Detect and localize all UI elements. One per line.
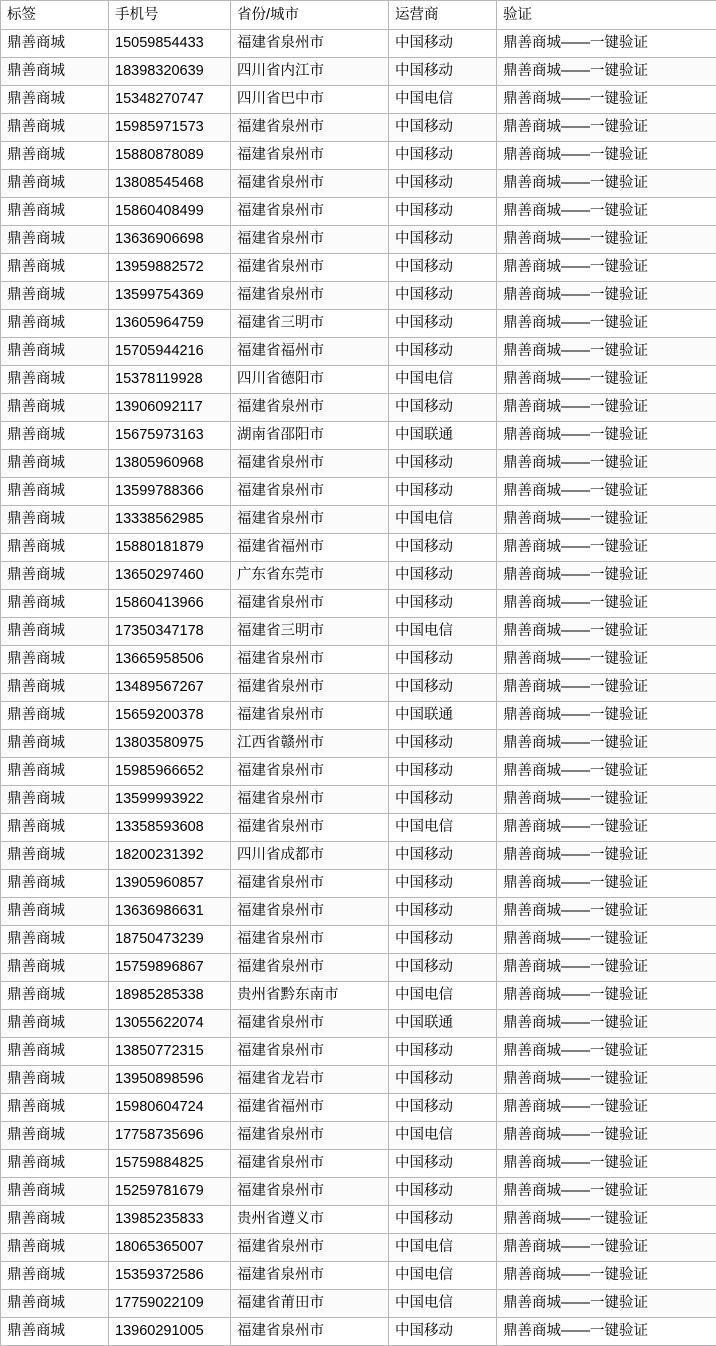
- table-row: [1, 170, 716, 198]
- cell-carrier: 中国电信: [389, 1234, 497, 1262]
- table-row: [1, 814, 716, 842]
- cell-region: 福建省三明市: [231, 310, 389, 338]
- cell-label: 鼎善商城: [1, 1150, 109, 1178]
- cell-region: 福建省泉州市: [231, 926, 389, 954]
- cell-verify: 鼎善商城——一键验证: [497, 1122, 716, 1150]
- cell-carrier: 中国移动: [389, 338, 497, 366]
- cell-verify: 鼎善商城——一键验证: [497, 1150, 716, 1178]
- cell-label: 鼎善商城: [1, 1066, 109, 1094]
- cell-verify: 鼎善商城——一键验证: [497, 394, 716, 422]
- table-row: [1, 562, 716, 590]
- cell-verify: 鼎善商城——一键验证: [497, 562, 716, 590]
- cell-carrier: 中国电信: [389, 1290, 497, 1318]
- cell-label: 鼎善商城: [1, 842, 109, 870]
- cell-label: 鼎善商城: [1, 478, 109, 506]
- cell-verify: 鼎善商城——一键验证: [497, 534, 716, 562]
- cell-carrier: 中国移动: [389, 1038, 497, 1066]
- cell-region: 福建省泉州市: [231, 114, 389, 142]
- cell-phone: 13605964759: [109, 310, 231, 338]
- table-row: [1, 786, 716, 814]
- table-row: [1, 86, 716, 114]
- cell-region: 福建省泉州市: [231, 506, 389, 534]
- cell-phone: 15359372586: [109, 1262, 231, 1290]
- table-row: [1, 898, 716, 926]
- cell-verify: 鼎善商城——一键验证: [497, 1206, 716, 1234]
- cell-label: 鼎善商城: [1, 506, 109, 534]
- table-row: [1, 1150, 716, 1178]
- cell-label: 鼎善商城: [1, 1094, 109, 1122]
- cell-label: 鼎善商城: [1, 254, 109, 282]
- cell-region: 福建省泉州市: [231, 394, 389, 422]
- cell-verify: 鼎善商城——一键验证: [497, 1178, 716, 1206]
- cell-carrier: 中国联通: [389, 422, 497, 450]
- cell-carrier: 中国移动: [389, 646, 497, 674]
- table-row: [1, 758, 716, 786]
- cell-verify: 鼎善商城——一键验证: [497, 898, 716, 926]
- cell-verify: 鼎善商城——一键验证: [497, 786, 716, 814]
- cell-label: 鼎善商城: [1, 618, 109, 646]
- cell-label: 鼎善商城: [1, 422, 109, 450]
- cell-region: 福建省泉州市: [231, 1318, 389, 1346]
- cell-carrier: 中国移动: [389, 870, 497, 898]
- table-row: [1, 30, 716, 58]
- cell-carrier: 中国移动: [389, 114, 497, 142]
- cell-phone: 13636986631: [109, 898, 231, 926]
- cell-region: 福建省泉州市: [231, 1038, 389, 1066]
- cell-carrier: 中国移动: [389, 1066, 497, 1094]
- cell-carrier: 中国联通: [389, 702, 497, 730]
- cell-verify: 鼎善商城——一键验证: [497, 198, 716, 226]
- cell-phone: 17758735696: [109, 1122, 231, 1150]
- cell-carrier: 中国电信: [389, 1122, 497, 1150]
- cell-region: 江西省赣州市: [231, 730, 389, 758]
- cell-label: 鼎善商城: [1, 1206, 109, 1234]
- cell-region: 福建省泉州市: [231, 1122, 389, 1150]
- table-row: [1, 618, 716, 646]
- column-header-carrier: 运营商: [389, 1, 497, 30]
- table-row: [1, 422, 716, 450]
- cell-carrier: 中国电信: [389, 814, 497, 842]
- cell-region: 四川省内江市: [231, 58, 389, 86]
- cell-carrier: 中国移动: [389, 674, 497, 702]
- cell-region: 福建省三明市: [231, 618, 389, 646]
- cell-label: 鼎善商城: [1, 562, 109, 590]
- cell-label: 鼎善商城: [1, 898, 109, 926]
- cell-verify: 鼎善商城——一键验证: [497, 226, 716, 254]
- cell-carrier: 中国移动: [389, 730, 497, 758]
- cell-label: 鼎善商城: [1, 1262, 109, 1290]
- table-row: [1, 114, 716, 142]
- cell-phone: 13803580975: [109, 730, 231, 758]
- cell-region: 福建省泉州市: [231, 1178, 389, 1206]
- cell-label: 鼎善商城: [1, 534, 109, 562]
- table-row: [1, 1094, 716, 1122]
- cell-carrier: 中国移动: [389, 954, 497, 982]
- cell-label: 鼎善商城: [1, 590, 109, 618]
- table-row: [1, 982, 716, 1010]
- cell-phone: 13338562985: [109, 506, 231, 534]
- cell-label: 鼎善商城: [1, 814, 109, 842]
- cell-verify: 鼎善商城——一键验证: [497, 1038, 716, 1066]
- cell-phone: 13636906698: [109, 226, 231, 254]
- table-row: [1, 366, 716, 394]
- cell-carrier: 中国移动: [389, 30, 497, 58]
- cell-label: 鼎善商城: [1, 226, 109, 254]
- table-row: [1, 534, 716, 562]
- cell-region: 贵州省遵义市: [231, 1206, 389, 1234]
- cell-label: 鼎善商城: [1, 142, 109, 170]
- cell-carrier: 中国电信: [389, 86, 497, 114]
- cell-phone: 15860413966: [109, 590, 231, 618]
- cell-carrier: 中国移动: [389, 450, 497, 478]
- cell-verify: 鼎善商城——一键验证: [497, 58, 716, 86]
- cell-phone: 13599754369: [109, 282, 231, 310]
- cell-phone: 13805960968: [109, 450, 231, 478]
- cell-region: 广东省东莞市: [231, 562, 389, 590]
- cell-verify: 鼎善商城——一键验证: [497, 142, 716, 170]
- cell-carrier: 中国电信: [389, 982, 497, 1010]
- table-row: [1, 842, 716, 870]
- cell-verify: 鼎善商城——一键验证: [497, 114, 716, 142]
- cell-phone: 13358593608: [109, 814, 231, 842]
- cell-verify: 鼎善商城——一键验证: [497, 310, 716, 338]
- cell-phone: 17759022109: [109, 1290, 231, 1318]
- cell-phone: 15860408499: [109, 198, 231, 226]
- cell-verify: 鼎善商城——一键验证: [497, 478, 716, 506]
- cell-verify: 鼎善商城——一键验证: [497, 1234, 716, 1262]
- cell-region: 福建省福州市: [231, 1094, 389, 1122]
- cell-region: 福建省泉州市: [231, 478, 389, 506]
- cell-phone: 13950898596: [109, 1066, 231, 1094]
- cell-region: 四川省德阳市: [231, 366, 389, 394]
- cell-verify: 鼎善商城——一键验证: [497, 1066, 716, 1094]
- column-header-region: 省份/城市: [231, 1, 389, 30]
- cell-region: 福建省泉州市: [231, 786, 389, 814]
- cell-label: 鼎善商城: [1, 674, 109, 702]
- cell-phone: 13055622074: [109, 1010, 231, 1038]
- cell-region: 福建省泉州市: [231, 814, 389, 842]
- cell-phone: 13960291005: [109, 1318, 231, 1346]
- cell-region: 福建省泉州市: [231, 30, 389, 58]
- cell-verify: 鼎善商城——一键验证: [497, 814, 716, 842]
- cell-carrier: 中国电信: [389, 506, 497, 534]
- table-row: [1, 954, 716, 982]
- table-row: [1, 394, 716, 422]
- cell-region: 福建省泉州市: [231, 646, 389, 674]
- cell-region: 福建省泉州市: [231, 898, 389, 926]
- table-row: [1, 1206, 716, 1234]
- cell-verify: 鼎善商城——一键验证: [497, 170, 716, 198]
- cell-verify: 鼎善商城——一键验证: [497, 422, 716, 450]
- cell-phone: 18200231392: [109, 842, 231, 870]
- cell-phone: 13489567267: [109, 674, 231, 702]
- cell-carrier: 中国移动: [389, 1206, 497, 1234]
- cell-phone: 15348270747: [109, 86, 231, 114]
- table-row: [1, 1066, 716, 1094]
- cell-label: 鼎善商城: [1, 1178, 109, 1206]
- cell-phone: 15259781679: [109, 1178, 231, 1206]
- cell-label: 鼎善商城: [1, 1122, 109, 1150]
- cell-carrier: 中国移动: [389, 898, 497, 926]
- cell-phone: 15980604724: [109, 1094, 231, 1122]
- cell-carrier: 中国移动: [389, 198, 497, 226]
- cell-phone: 13599788366: [109, 478, 231, 506]
- cell-region: 福建省泉州市: [231, 198, 389, 226]
- cell-carrier: 中国移动: [389, 394, 497, 422]
- cell-region: 福建省泉州市: [231, 282, 389, 310]
- cell-phone: 13808545468: [109, 170, 231, 198]
- cell-carrier: 中国联通: [389, 1010, 497, 1038]
- cell-label: 鼎善商城: [1, 86, 109, 114]
- cell-carrier: 中国移动: [389, 478, 497, 506]
- cell-region: 福建省泉州市: [231, 870, 389, 898]
- cell-carrier: 中国电信: [389, 1262, 497, 1290]
- cell-phone: 15659200378: [109, 702, 231, 730]
- table-row: [1, 310, 716, 338]
- cell-region: 福建省泉州市: [231, 450, 389, 478]
- table-row: [1, 226, 716, 254]
- cell-carrier: 中国电信: [389, 618, 497, 646]
- cell-region: 福建省莆田市: [231, 1290, 389, 1318]
- cell-region: 福建省泉州市: [231, 702, 389, 730]
- cell-carrier: 中国移动: [389, 758, 497, 786]
- cell-phone: 13906092117: [109, 394, 231, 422]
- cell-carrier: 中国移动: [389, 534, 497, 562]
- cell-verify: 鼎善商城——一键验证: [497, 1290, 716, 1318]
- cell-label: 鼎善商城: [1, 786, 109, 814]
- cell-verify: 鼎善商城——一键验证: [497, 366, 716, 394]
- cell-carrier: 中国移动: [389, 786, 497, 814]
- cell-phone: 18398320639: [109, 58, 231, 86]
- table-row: [1, 926, 716, 954]
- table-row: [1, 478, 716, 506]
- cell-verify: 鼎善商城——一键验证: [497, 758, 716, 786]
- cell-carrier: 中国电信: [389, 366, 497, 394]
- cell-verify: 鼎善商城——一键验证: [497, 30, 716, 58]
- cell-region: 福建省泉州市: [231, 170, 389, 198]
- cell-phone: 13665958506: [109, 646, 231, 674]
- cell-phone: 13650297460: [109, 562, 231, 590]
- cell-region: 湖南省邵阳市: [231, 422, 389, 450]
- cell-region: 贵州省黔东南市: [231, 982, 389, 1010]
- cell-region: 福建省泉州市: [231, 226, 389, 254]
- cell-label: 鼎善商城: [1, 758, 109, 786]
- cell-phone: 13599993922: [109, 786, 231, 814]
- table-header: [1, 1, 716, 30]
- cell-region: 福建省福州市: [231, 338, 389, 366]
- cell-label: 鼎善商城: [1, 926, 109, 954]
- cell-verify: 鼎善商城——一键验证: [497, 982, 716, 1010]
- cell-verify: 鼎善商城——一键验证: [497, 450, 716, 478]
- table-row: [1, 870, 716, 898]
- cell-label: 鼎善商城: [1, 170, 109, 198]
- table-row: [1, 1318, 716, 1346]
- cell-region: 四川省巴中市: [231, 86, 389, 114]
- cell-label: 鼎善商城: [1, 450, 109, 478]
- cell-label: 鼎善商城: [1, 366, 109, 394]
- cell-phone: 15759896867: [109, 954, 231, 982]
- cell-verify: 鼎善商城——一键验证: [497, 1262, 716, 1290]
- table-row: [1, 450, 716, 478]
- cell-region: 四川省成都市: [231, 842, 389, 870]
- cell-carrier: 中国移动: [389, 310, 497, 338]
- cell-phone: 18985285338: [109, 982, 231, 1010]
- cell-carrier: 中国移动: [389, 142, 497, 170]
- table-row: [1, 198, 716, 226]
- cell-region: 福建省泉州市: [231, 1234, 389, 1262]
- table-row: [1, 1010, 716, 1038]
- cell-verify: 鼎善商城——一键验证: [497, 870, 716, 898]
- cell-verify: 鼎善商城——一键验证: [497, 1010, 716, 1038]
- cell-verify: 鼎善商城——一键验证: [497, 254, 716, 282]
- cell-phone: 15759884825: [109, 1150, 231, 1178]
- cell-carrier: 中国移动: [389, 842, 497, 870]
- cell-label: 鼎善商城: [1, 730, 109, 758]
- cell-verify: 鼎善商城——一键验证: [497, 926, 716, 954]
- cell-verify: 鼎善商城——一键验证: [497, 338, 716, 366]
- cell-verify: 鼎善商城——一键验证: [497, 1318, 716, 1346]
- table-row: [1, 254, 716, 282]
- cell-verify: 鼎善商城——一键验证: [497, 506, 716, 534]
- cell-phone: 15675973163: [109, 422, 231, 450]
- cell-phone: 15059854433: [109, 30, 231, 58]
- table-row: [1, 1122, 716, 1150]
- cell-verify: 鼎善商城——一键验证: [497, 842, 716, 870]
- table-header-row: [1, 1, 716, 30]
- table-row: [1, 1262, 716, 1290]
- cell-carrier: 中国移动: [389, 58, 497, 86]
- cell-label: 鼎善商城: [1, 58, 109, 86]
- cell-phone: 13985235833: [109, 1206, 231, 1234]
- table-row: [1, 1038, 716, 1066]
- cell-phone: 13959882572: [109, 254, 231, 282]
- cell-phone: 15985971573: [109, 114, 231, 142]
- cell-label: 鼎善商城: [1, 1010, 109, 1038]
- table-row: [1, 730, 716, 758]
- cell-phone: 15378119928: [109, 366, 231, 394]
- cell-label: 鼎善商城: [1, 394, 109, 422]
- cell-carrier: 中国移动: [389, 1150, 497, 1178]
- cell-phone: 18065365007: [109, 1234, 231, 1262]
- cell-label: 鼎善商城: [1, 310, 109, 338]
- cell-verify: 鼎善商城——一键验证: [497, 282, 716, 310]
- cell-label: 鼎善商城: [1, 870, 109, 898]
- cell-label: 鼎善商城: [1, 702, 109, 730]
- column-header-label: 标签: [1, 1, 109, 30]
- cell-phone: 13905960857: [109, 870, 231, 898]
- cell-region: 福建省福州市: [231, 534, 389, 562]
- cell-verify: 鼎善商城——一键验证: [497, 618, 716, 646]
- cell-phone: 15985966652: [109, 758, 231, 786]
- cell-verify: 鼎善商城——一键验证: [497, 646, 716, 674]
- column-header-verify: 验证: [497, 1, 716, 30]
- cell-region: 福建省泉州市: [231, 674, 389, 702]
- cell-carrier: 中国移动: [389, 1094, 497, 1122]
- cell-region: 福建省泉州市: [231, 142, 389, 170]
- cell-region: 福建省泉州市: [231, 1010, 389, 1038]
- cell-phone: 15880878089: [109, 142, 231, 170]
- table-row: [1, 282, 716, 310]
- cell-carrier: 中国移动: [389, 590, 497, 618]
- table-row: [1, 646, 716, 674]
- table-row: [1, 1234, 716, 1262]
- table-row: [1, 702, 716, 730]
- table-row: [1, 58, 716, 86]
- cell-verify: 鼎善商城——一键验证: [497, 674, 716, 702]
- cell-carrier: 中国移动: [389, 170, 497, 198]
- cell-label: 鼎善商城: [1, 30, 109, 58]
- table-row: [1, 1178, 716, 1206]
- cell-phone: 18750473239: [109, 926, 231, 954]
- cell-region: 福建省泉州市: [231, 954, 389, 982]
- cell-verify: 鼎善商城——一键验证: [497, 954, 716, 982]
- table-row: [1, 338, 716, 366]
- table-row: [1, 674, 716, 702]
- cell-verify: 鼎善商城——一键验证: [497, 590, 716, 618]
- cell-region: 福建省泉州市: [231, 590, 389, 618]
- cell-label: 鼎善商城: [1, 954, 109, 982]
- cell-carrier: 中国移动: [389, 926, 497, 954]
- cell-label: 鼎善商城: [1, 114, 109, 142]
- cell-verify: 鼎善商城——一键验证: [497, 730, 716, 758]
- cell-region: 福建省泉州市: [231, 758, 389, 786]
- cell-region: 福建省泉州市: [231, 1262, 389, 1290]
- table-row: [1, 1290, 716, 1318]
- cell-phone: 17350347178: [109, 618, 231, 646]
- cell-label: 鼎善商城: [1, 1038, 109, 1066]
- cell-region: 福建省龙岩市: [231, 1066, 389, 1094]
- cell-carrier: 中国移动: [389, 282, 497, 310]
- table-row: [1, 142, 716, 170]
- cell-phone: 15705944216: [109, 338, 231, 366]
- table-row: [1, 506, 716, 534]
- cell-phone: 15880181879: [109, 534, 231, 562]
- cell-verify: 鼎善商城——一键验证: [497, 702, 716, 730]
- cell-carrier: 中国移动: [389, 226, 497, 254]
- table-body: [1, 30, 716, 1346]
- cell-region: 福建省泉州市: [231, 1150, 389, 1178]
- cell-label: 鼎善商城: [1, 282, 109, 310]
- cell-carrier: 中国移动: [389, 1178, 497, 1206]
- cell-label: 鼎善商城: [1, 1234, 109, 1262]
- column-header-phone: 手机号: [109, 1, 231, 30]
- cell-label: 鼎善商城: [1, 198, 109, 226]
- cell-verify: 鼎善商城——一键验证: [497, 1094, 716, 1122]
- cell-phone: 13850772315: [109, 1038, 231, 1066]
- cell-region: 福建省泉州市: [231, 254, 389, 282]
- cell-carrier: 中国移动: [389, 254, 497, 282]
- cell-label: 鼎善商城: [1, 1290, 109, 1318]
- table-row: [1, 590, 716, 618]
- cell-carrier: 中国移动: [389, 1318, 497, 1346]
- cell-verify: 鼎善商城——一键验证: [497, 86, 716, 114]
- cell-carrier: 中国移动: [389, 562, 497, 590]
- cell-label: 鼎善商城: [1, 646, 109, 674]
- cell-label: 鼎善商城: [1, 982, 109, 1010]
- cell-label: 鼎善商城: [1, 1318, 109, 1346]
- cell-label: 鼎善商城: [1, 338, 109, 366]
